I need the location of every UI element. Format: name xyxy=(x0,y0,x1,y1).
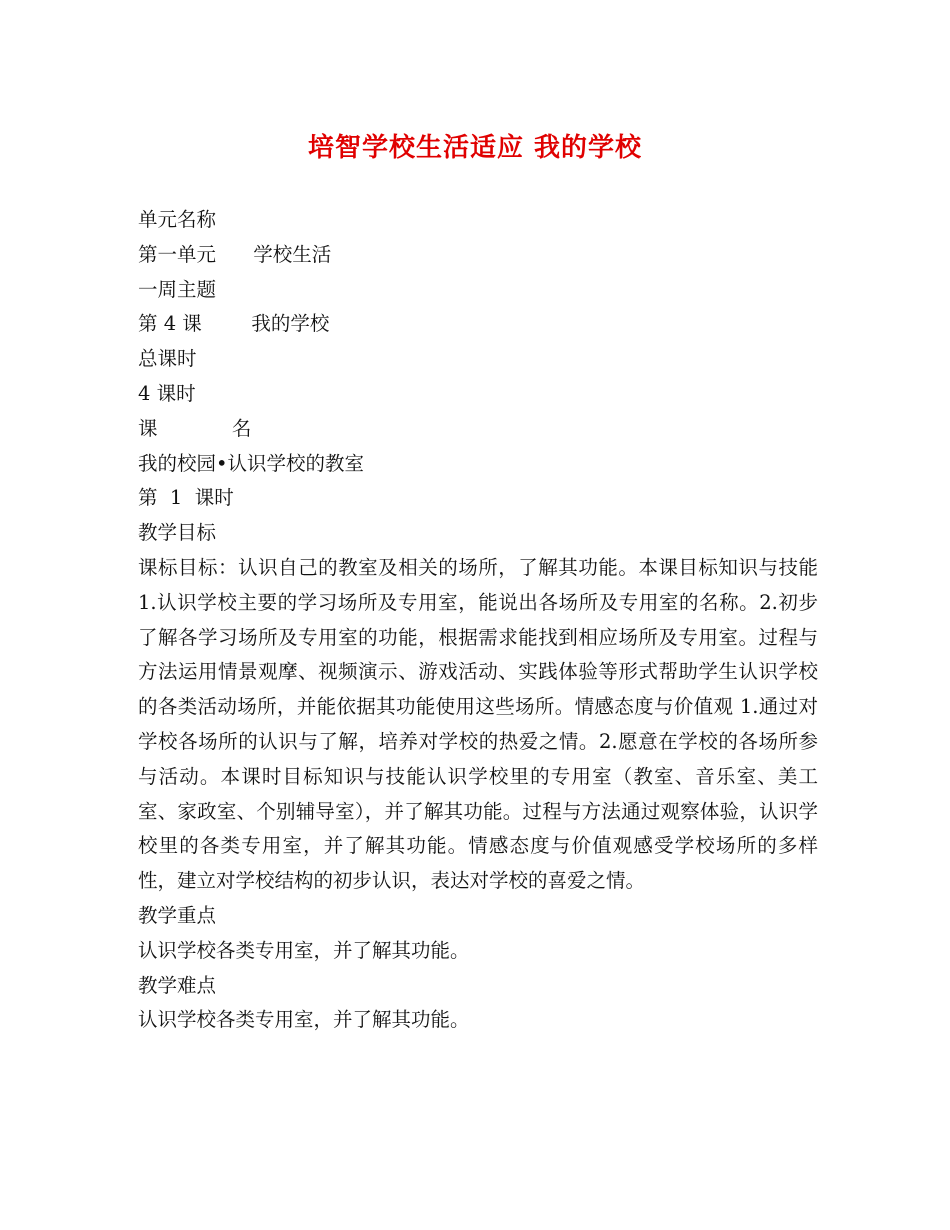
lesson-name-value: 我的校园•认识学校的教室 xyxy=(138,451,365,475)
teaching-objectives-label: 教学目标 xyxy=(138,521,217,545)
unit-name-label: 单元名称 xyxy=(138,208,217,231)
key-point-label: 教学重点 xyxy=(138,903,217,927)
total-hours-value: 4 课时 xyxy=(138,381,196,405)
weekly-theme-value: 第 4 课 我的学校 xyxy=(138,312,330,336)
key-point-text: 认识学校各类专用室，并了解其功能。 xyxy=(138,938,470,962)
weekly-theme-label: 一周主题 xyxy=(138,277,217,301)
document-title: 培智学校生活适应 我的学校 xyxy=(307,133,643,163)
lesson-period: 第 1 课时 xyxy=(138,486,234,510)
unit-name-value: 第一单元 学校生活 xyxy=(138,242,332,266)
teaching-objectives-text: 课标目标：认识自己的教室及相关的场所，了解其功能。本课目标知识与技能 1.认识学校主要的学习场所及专用室，能说出各场所及专用室的名称。2.初步了解各学习场所及专用室的功能，根据需求能找到相应场所及专用室。过程与方法运用情景观摩、视频演示、游戏活动、实践体验等形式帮助学生认识学校的各类活动场所，并能依据其功能使用这些场所。情感态度与价值观 1.通过对学校各场所的认识与了解，培养对学校的热爱之情。2.愿意在学校的各场所参与活动。本课时目标知识与技能认识学校里的专用室（教室、音乐室、美工室、家政室、个别辅导室），并了解其功能。过程与方法通过观察体验，认识学校里的各类专用室，并了解其功能。情感态度与价值观感受学校场所的多样性，建立对学校结构的初步认识，表达对学校的喜爱之情。 xyxy=(138,555,818,893)
difficulty-label: 教学难点 xyxy=(138,973,217,997)
difficulty-text: 认识学校各类专用室，并了解其功能。 xyxy=(138,1008,470,1032)
document-body xyxy=(138,203,818,1038)
lesson-name-label: 课 名 xyxy=(138,416,252,440)
total-hours-label: 总课时 xyxy=(138,347,197,371)
